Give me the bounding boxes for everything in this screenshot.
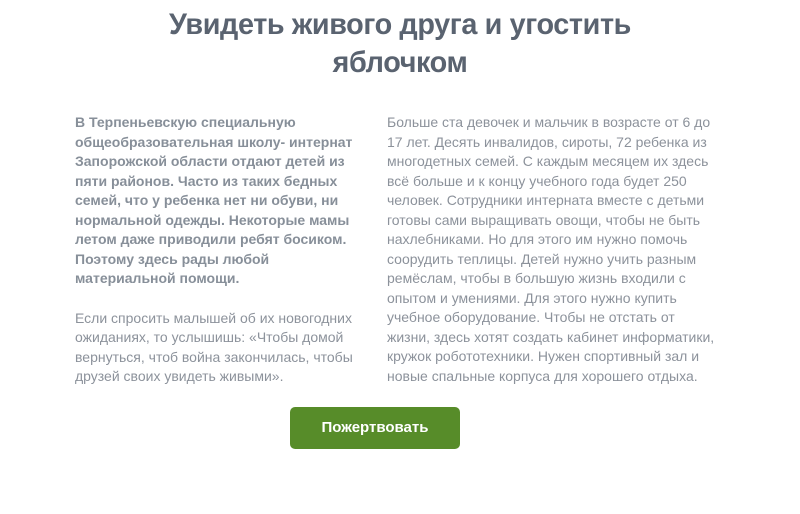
article-left-column: [75, 113, 367, 387]
article-intro-paragraph: В Терпеньевскую специальную общеобразовательная школу- интернат Запорожской области отдают детей из пяти районов. Часто из таких бедных семей, что у ребенка нет ни обуви, ни нормальной одежды. Некоторые мамы летом даже приводили ребят босиком. Поэтому здесь рады любой материальной помощи.: [75, 114, 353, 286]
article-right-column: [387, 113, 719, 386]
article-details-paragraph: Больше ста девочек и мальчик в возрасте от 6 до 17 лет. Десять инвалидов, сироты, 72 ребенка из многодетных семей. С каждым месяцем их здесь всё больше и к концу учебного года будет 250 человек. Сотрудники интерната вместе с детьми готовы сами выращивать овощи, чтобы не быть нахлебниками. Но для этого им нужно помочь соорудить теплицы. Детей нужно учить разным ремёслам, чтобы в большую жизнь входили с опытом и умениями. Для этого нужно купить учебное оборудование. Чтобы не отстать от жизни, здесь хотят создать кабинет информатики, кружок робототехники. Нужен спортивный зал и новые спальные корпуса для хорошего отдыха.: [387, 114, 715, 384]
page-title: Увидеть живого друга и угостить яблочком: [168, 8, 632, 79]
article-columns: [75, 113, 719, 387]
article-quote-paragraph: Если спросить малышей об их новогодних ожиданиях, то услышишь: «Чтобы домой вернуться, чтоб война закончилась, чтобы друзей своих увидеть живыми».: [75, 309, 353, 384]
donation-article-page: [0, 6, 800, 514]
donate-button[interactable]: Пожертвовать: [290, 407, 461, 449]
donate-button-row: [0, 407, 800, 449]
